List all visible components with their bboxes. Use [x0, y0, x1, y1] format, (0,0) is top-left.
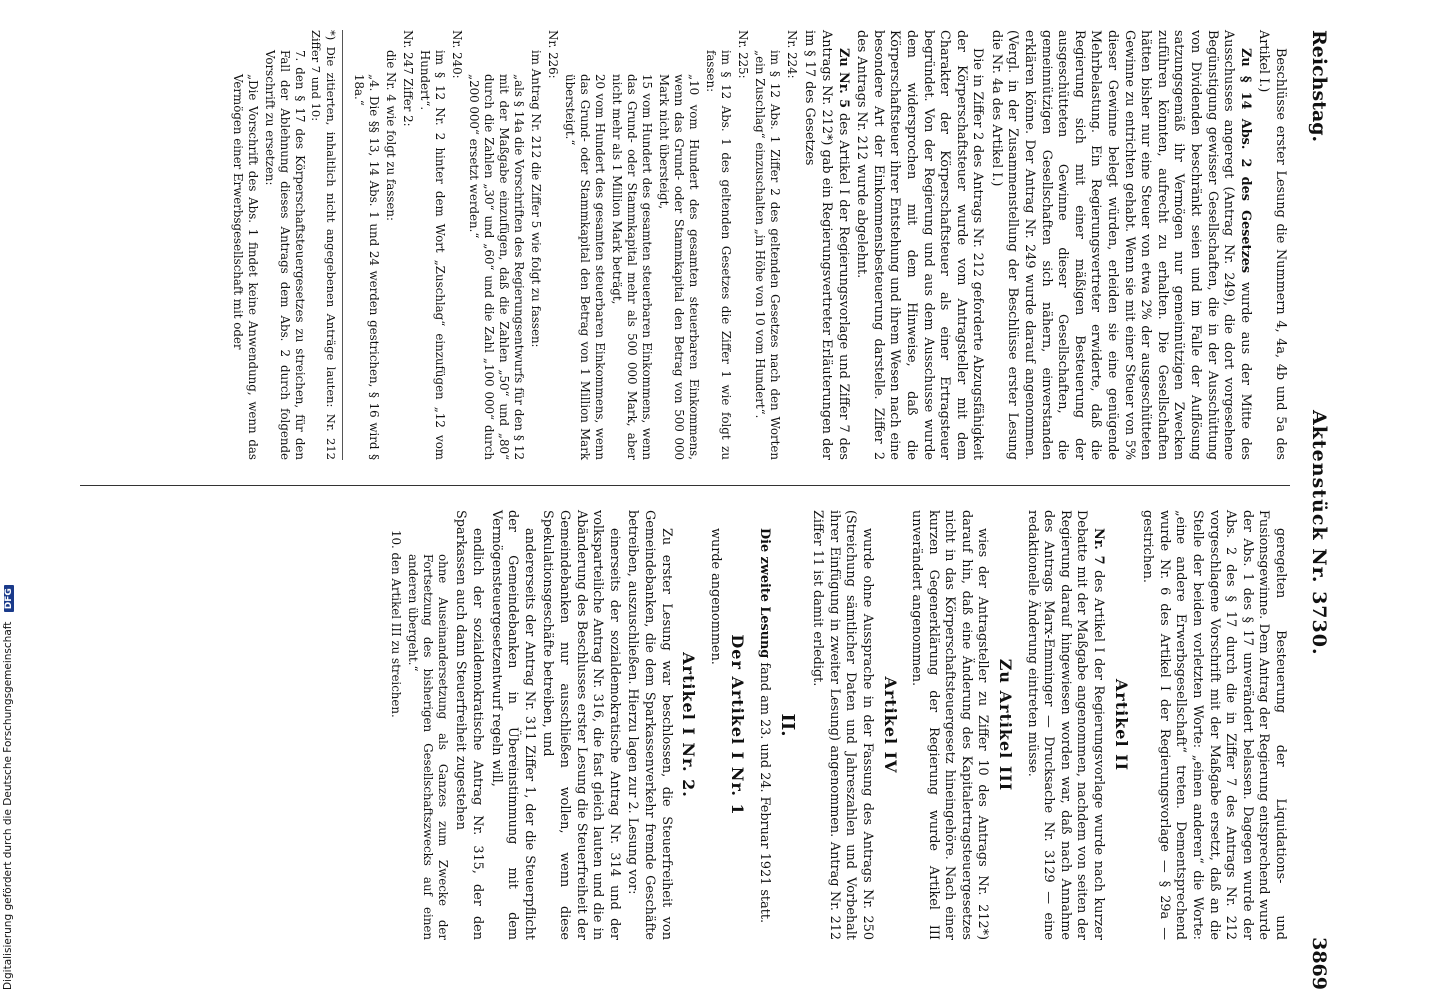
paragraph-text: wurde ohne Aussprache in der Fassung des Antrags Nr. 250 (Streichung sämtlicher Daten und Jahreszahlen und Vorbehalt ihrer Einfügung in zweiter Lesung) angenommen. Antrag Nr. 212 Ziffer 11 ist damit erledigt. [810, 510, 875, 940]
amendment-text: 20 vom Hundert des gesamten steuerbaren Einkommens, wenn das Grund- oder Stammkapital den Betrag von 1 Million Mark übersteigt.“ [562, 74, 607, 460]
bold-lead: Zu Nr. 5 [835, 48, 851, 109]
paragraph-text: Beschlüsse erster Lesung die Nummern 4, 4a, 4b und 5a des Artikel I.) [1256, 30, 1288, 460]
paragraph [853, 30, 986, 460]
header-title: Aktenstück Nr. 3730. [1308, 410, 1330, 656]
right-column [386, 510, 1288, 940]
amendment-text: im § 12 Nr. 2 hinter dem Wort „Zuschlag“ einzufügen „12 vom Hundert“. [417, 50, 447, 460]
paragraph [908, 510, 991, 940]
paragraph [755, 510, 772, 940]
paragraph [1023, 510, 1106, 940]
amendment-text: „10 vom Hundert des gesamten steuerbaren Einkommens, wenn das Grund- oder Stammkapital den Betrag von 500 000 Mark nicht übersteigt, [656, 74, 701, 460]
header-left: Reichstag. [1308, 30, 1330, 143]
paragraph-text: wies der Antragsteller zu Ziffer 10 des Antrags Nr. 212*) darauf hin, daß eine Änderung des Kapitalertragsteuergesetzes nicht in das Körperschaftsteuergesetz hineingehöre. Nach einer kurzen Gegenerklärung der Regierung wurde Artikel III unverändert angenommen. [909, 510, 991, 940]
page-number: 3869 [1308, 937, 1330, 990]
paragraph-text: einerseits der sozialdemokratische Antrag Nr. 314 und der volksparteiliche Antrag Nr. 316, die fast gleich lauten und die in Abänderung des Beschlusses erster Lesung die Steuerfreiheit der Gemeindebanken nur ausschließen wollen, wenn diese Spekulationsgeschäfte betreiben, und [540, 510, 622, 940]
paragraph [1255, 30, 1288, 460]
amendment-text: ohne Auseinandersetzung als Ganzes zum Zwecke der Fortsetzung des bisherigen Gesellschaftszwecks auf einen anderen übergeht.“ [405, 554, 450, 940]
amendment-text: 10. den Artikel III zu streichen. [388, 530, 403, 718]
bold-lead: Zu § 14 Abs. 2 des Gesetzes [1237, 48, 1253, 274]
paragraph [452, 510, 485, 940]
paragraph [706, 510, 723, 940]
amendment-ref: Nr. 240: [449, 30, 464, 79]
bold-lead: Nr. 7 [1091, 528, 1107, 565]
paragraph [987, 30, 1253, 460]
paragraph [809, 510, 875, 940]
amendment-text: im § 12 Abs. 1 Ziffer 2 des geltenden Gesetzes nach den Worten „ein Zuschlag“ einzuschalten „in Höhe von 10 vom Hundert“. [752, 50, 782, 460]
page-header [1300, 30, 1330, 990]
paragraph-text: wurde aus der Mitte des Ausschusses angeregt (Antrag Nr. 249), die dort vorgesehene Begünstigung gewisser Gesellschaften, die in der Ausschüttung von Dividenden beschränkt seien und im Falle der Auflösung satzungsgemäß ihr Vermögen nur gemeinnützigen Zwecken zuführen könnten, aufrecht zu erhalten. Die Gesellschaften hätten bisher nur eine Steuer von etwa 2% der ausgeschütteten Gewinne zu entrichten gehabt. Wenn sie mit einer Steuer von 5% dieser Gewinne belegt würden, erleiden sie eine genügende Mehrbelastung. Ein Regierungsvertreter erwiderte, daß die Regierung sich mit einer mäßigen Besteuerung der ausgeschütteten Gewinne dieser Gesellschaften, die gemeinnützigen Gesellschaften sich nähern, einverstanden erklären könne. Der Antrag Nr. 249 wurde darauf angenommen. (Vergl. in der Zusammenstellung der Beschlüsse erster Lesung die Nr. 4a des Artikel I.) [988, 30, 1253, 460]
section-heading: Artikel II [1111, 678, 1131, 772]
amendment-ref: Nr. 224: [784, 30, 799, 79]
sidebar-credit-text: Digitalisierung gefördert durch die Deutsche Forschungsgemeinschaft [2, 621, 14, 990]
amendment-text: „4. Die §§ 13, 14 Abs. 1 und 24 werden gestrichen, § 16 wird § 18a.“ [351, 74, 381, 460]
column-divider [80, 485, 1290, 486]
section-heading: Der Artikel I Nr. 1 [728, 634, 748, 816]
paragraph-text: Die in Ziffer 2 des Antrags Nr. 212 geforderte Abzugsfähigkeit der Körperschaftsteuer wurde vom Antragsteller mit dem Charakter der Körperschaftsteuer als einer Ertragsteuer begründet. Von der Regierung und aus dem Ausschusse wurde dem widersprochen mit dem Hinweise, daß die Körperschaftsteuer ihrer Entstehung und ihrem Wesen nach eine besondere Art der Einkommensbesteuerung darstelle. Ziffer 2 des Antrags Nr. 212 wurde abgelehnt. [854, 30, 986, 460]
section-heading: Artikel I Nr. 2. [679, 652, 699, 798]
footnote: *) Die zitierten, inhaltlich nicht angegebenen Anträge lauten: Nr. 212 Ziffer 7 und 10: [309, 30, 343, 460]
dfg-logo: DFG [4, 585, 14, 612]
amendment-text: im Antrag Nr. 212 die Ziffer 5 wie folgt zu fassen: [528, 50, 543, 348]
paragraph-text: des Artikel I der Regierungsvorlage und Ziffer 7 des Antrags Nr. 212*) gab ein Regierungsvertreter Erläuterungen der im § 17 des Gesetzes [802, 30, 851, 460]
digitization-sidebar [0, 0, 22, 1000]
paragraph [487, 510, 537, 940]
amendment-text: „Die Vorschrift des Abs. 1 findet keine Anwendung, wenn das Vermögen einer Erwerbsgesellschaft mit oder [230, 74, 260, 460]
section-heading: Artikel IV [880, 676, 900, 774]
amendment-ref: Nr. 226: [545, 30, 560, 79]
paragraph-text: wurde angenommen. [707, 528, 723, 665]
paragraph-text: fand am 23. und 24. Februar 1921 statt. [756, 662, 772, 924]
paragraph-text: andererseits der Antrag Nr. 311 Ziffer 1, der die Steuerpflicht der Gemeindebanken in Übereinstimmung mit dem Vermögensteuergesetzentwurf regeln will, [488, 510, 537, 940]
paragraph-text: endlich der sozialdemokratische Antrag Nr. 315, der den Sparkassen auch dann Steuerfreiheit zugestehen [453, 510, 486, 940]
section-heading: Zu Artikel III [996, 658, 1016, 792]
paragraph [624, 510, 674, 940]
section-heading: II. [776, 713, 798, 737]
amendment-ref: Nr. 225: [735, 30, 750, 79]
amendment-text: die Nr. 4 wie folgt zu fassen: [383, 50, 398, 221]
paragraph [1139, 510, 1288, 940]
amendment-text: 7. den § 17 des Körperschaftsteuergesetzes zu streichen, für den Fall der Ablehnung dieses Antrags dem Abs. 2 durch folgende Vorschrift zu ersetzen: [262, 50, 307, 460]
left-column [228, 30, 1288, 460]
paragraph [801, 30, 851, 460]
paragraph-text: des Artikel I der Regierungsvorlage wurde nach kurzer Debatte mit der Maßgabe angenommen, nachdem von seiten der Regierung darauf hingewiesen worden war, daß nach Annahme des Antrags Marx-Emminger — Drucksache Nr. 3129 — eine redaktionelle Änderung eintreten müsse. [1024, 510, 1107, 940]
paragraph-text: Zu erster Lesung war beschlossen, die Steuerfreiheit von Gemeindebanken, die dem Sparkassenverkehr fremde Geschäfte betreiben, auszuschließen. Hierzu lagen zur 2. Lesung vor: [625, 510, 674, 940]
rotated-page-content [30, 30, 1330, 990]
bold-lead: Die zweite Lesung [756, 528, 772, 659]
amendment-text: 15 vom Hundert des gesamten steuerbaren Einkommens, wenn das Grund- oder Stammkapital mehr als 500 000 Mark, aber nicht mehr als 1 Million Mark beträgt, [609, 74, 654, 460]
amendment-text: „als § 14a die Vorschriften des Regierungsentwurfs für den § 12 mit der Maßgabe einzufügen, daß die Zahlen „50“ und „80“ durch die Zahlen „30“ und „60“ und die Zahl „100 000“ durch „200 000“ ersetzt werden.“ [466, 74, 526, 460]
amendment-ref: Nr. 247 Ziffer 2: [400, 30, 415, 127]
paragraph [539, 510, 622, 940]
sidebar-credit [2, 585, 14, 990]
amendment-text: im § 12 Abs. 1 des geltenden Gesetzes die Ziffer 1 wie folgt zu fassen: [703, 50, 733, 460]
paragraph-text: geregelten Besteuerung der Liquidations- und Fusionsgewinne. Dem Antrag der Regierung entsprechend wurde der Abs. 1 des § 17 unverändert belassen. Dagegen wurde der Abs. 2 des § 17 durch die in Ziffer 7 des Antrags Nr. 212 vorgeschlagene Vorschrift mit der Maßgabe ersetzt, daß an die Stelle der beiden vorletzten Worte: „einen anderen“ die Worte: „eine andere Erwerbsgesellschaft“ treten. Dementsprechend wurde Nr. 6 des Artikel I der Regierungsvorlage — § 29a — gestrichen. [1140, 510, 1288, 940]
